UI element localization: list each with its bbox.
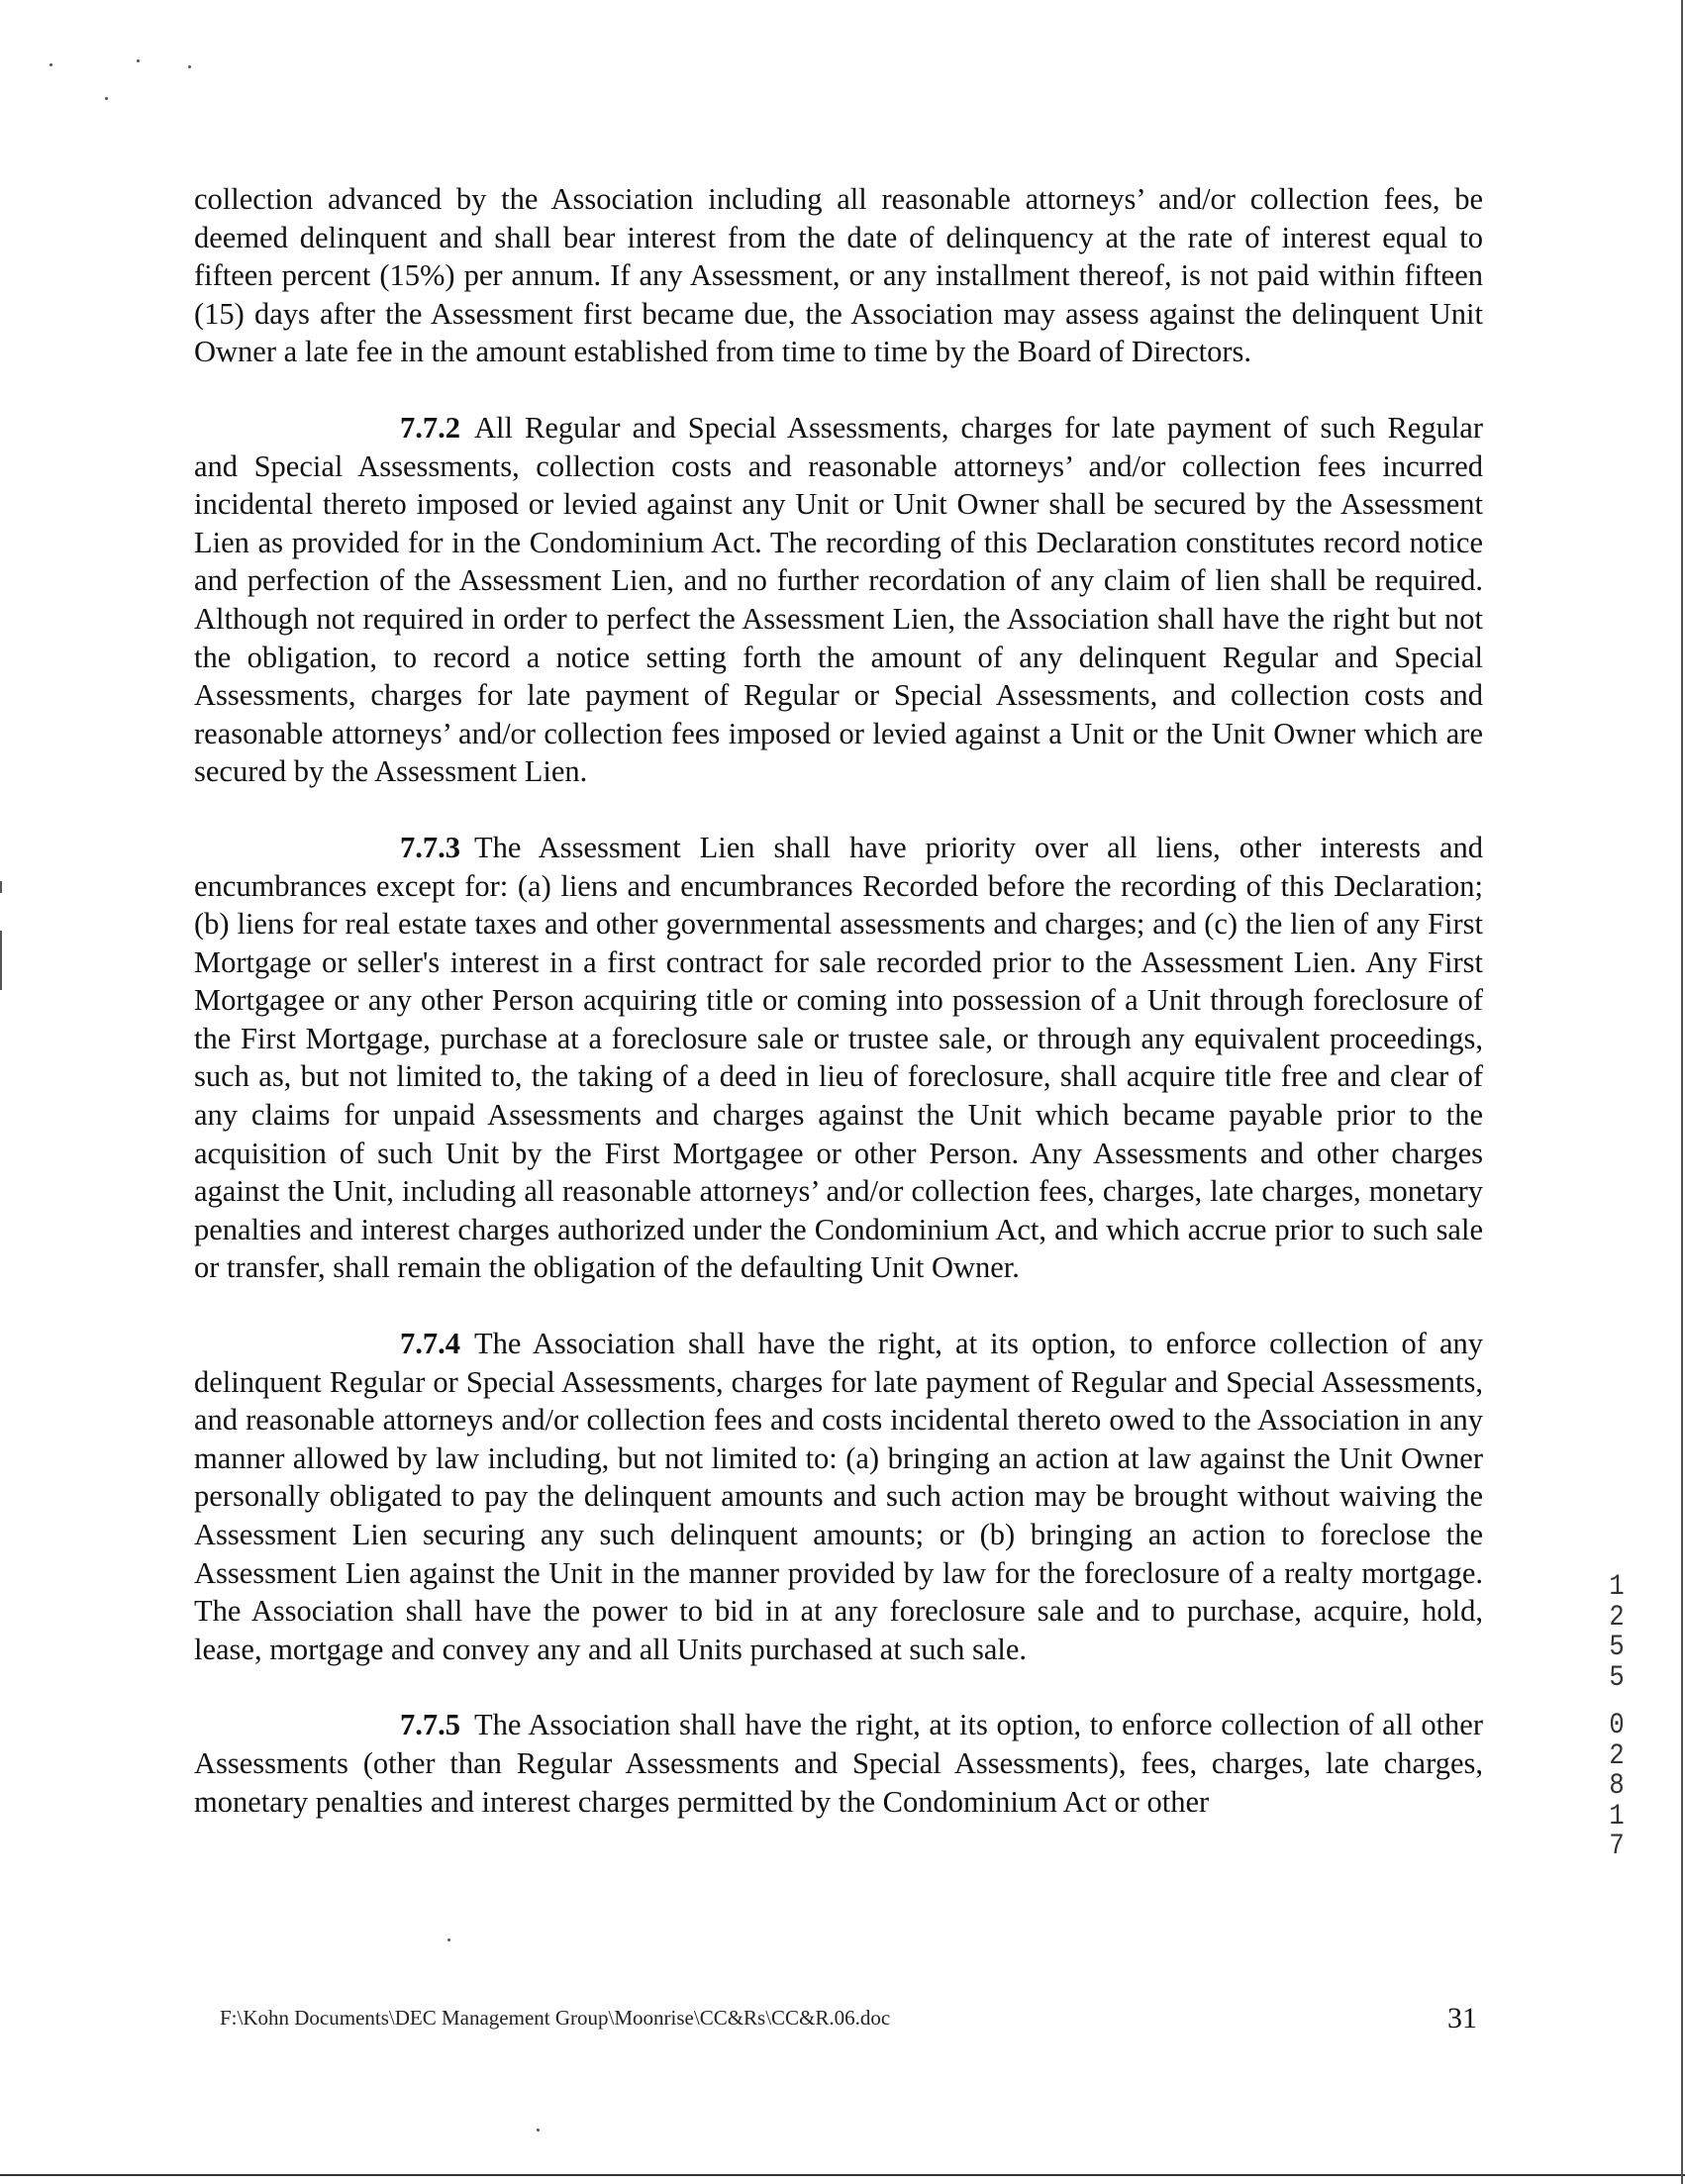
stamp-digit: 5 (1609, 1660, 1625, 1695)
stamp-digit: 2 (1609, 1738, 1625, 1773)
paragraph-text: collection advanced by the Association including all reasonable attorneys’ and/or collection fees, be deemed delinquent and shall bear interest from the date of delinquency at the rate of interest equal to fifteen percent (15%) per annum. If any Assessment, or any installment thereof, is not paid within fifteen (15) days after the Assessment first became due, the Association may assess against the delinquent Unit Owner a late fee in the amount established from time to time by the Board of Directors. (194, 182, 1483, 369)
stamp-digit: 1 (1609, 1570, 1625, 1604)
paragraph-text: All Regular and Special Assessments, charges for late payment of such Regular and Special Assessments, collection costs and reasonable attorneys’ and/or collection fees incurred incidental thereto imposed or levied against any Unit or Unit Owner shall be secured by the Assessment Lien as provided for in the Condominium Act. The recording of this Declaration constitutes record notice and perfection of the Assessment Lien, and no further recordation of any claim of lien shall be required. Although not required in order to perfect the Assessment Lien, the Association shall have the right but not the obligation, to record a notice setting forth the amount of any delinquent Regular and Special Assessments, charges for late payment of Regular or Special Assessments, and collection costs and reasonable attorneys’ and/or collection fees imposed or levied against a Unit or the Unit Owner which are secured by the Assessment Lien. (194, 410, 1483, 789)
page-number: 31 (1447, 2002, 1477, 2035)
scan-speck (105, 97, 108, 100)
stamp-digit: 1 (1609, 1799, 1625, 1834)
section-number: 7.7.5 (400, 1708, 460, 1742)
recording-stamp (1604, 1572, 1630, 1862)
paragraph-7-7-2 (194, 409, 1483, 791)
scan-speck (137, 59, 140, 62)
body-text (194, 180, 1483, 1858)
scan-speck (447, 1938, 450, 1941)
section-number: 7.7.4 (400, 1327, 460, 1361)
stamp-digit: 7 (1609, 1830, 1625, 1863)
scan-edge-mark (0, 931, 2, 990)
footer-file-path: F:\Kohn Documents\DEC Management Group\Moonrise\CC&Rs\CC&R.06.doc (220, 2006, 891, 2030)
paragraph-text: The Assessment Lien shall have priority over all liens, other interests and encumbrances except for: (a) liens and encumbrances Recorded before the recording of this Declaration; (b) liens for real estate taxes and other governmental assessments and charges; and (c) the lien of any First Mortgage or seller's interest in a first contract for sale recorded prior to the Assessment Lien. Any First Mortgagee or any other Person acquiring title or coming into possession of a Unit through foreclosure of the First Mortgage, purchase at a foreclosure sale or trustee sale, or through any equivalent proceedings, such as, but not limited to, the taking of a deed in lieu of foreclosure, shall acquire title free and clear of any claims for unpaid Assessments and charges against the Unit which became payable prior to the acquisition of such Unit by the First Mortgagee or other Person. Any Assessments and other charges against the Unit, including all reasonable attorneys’ and/or collection fees, charges, late charges, monetary penalties and interest charges authorized under the Condominium Act, and which accrue prior to such sale or transfer, shall remain the obligation of the defaulting Unit Owner. (194, 830, 1483, 1285)
section-number: 7.7.3 (400, 830, 460, 864)
paragraph-7-7-4 (194, 1325, 1483, 1668)
paragraph-7-7-5 (194, 1706, 1483, 1821)
stamp-digit: 5 (1609, 1631, 1625, 1664)
stamp-digit: 2 (1609, 1600, 1625, 1635)
scan-edge-mark (0, 881, 2, 893)
paragraph-text: The Association shall have the right, at its option, to enforce collection of any delinquent Regular or Special Assessments, charges for late payment of Regular and Special Assessments, and reasonable attorneys and/or collection fees and costs incidental thereto owed to the Association in any manner allowed by law including, but not limited to: (a) bringing an action at law against the Unit Owner personally obligated to pay the delinquent amounts and such action may be brought without waiving the Assessment Lien securing any such delinquent amounts; or (b) bringing an action to foreclose the Assessment Lien against the Unit in the manner provided by law for the foreclosure of a realty mortgage. The Association shall have the power to bid in at any foreclosure sale and to purchase, acquire, hold, lease, mortgage and convey any and all Units purchased at such sale. (194, 1327, 1483, 1666)
section-number: 7.7.2 (400, 410, 460, 445)
scan-right-edge (1681, 0, 1683, 2184)
paragraph-continuation (194, 180, 1483, 371)
scan-bottom-edge (0, 2174, 1685, 2176)
scan-speck (188, 65, 191, 68)
paragraph-7-7-3 (194, 829, 1483, 1287)
scan-speck (50, 63, 52, 66)
paragraph-text: The Association shall have the right, at its option, to enforce collection of all other Assessments (other than Regular Assessments and Special Assessments), fees, charges, late charges, monetary penalties and interest charges permitted by the Condominium Act or other (194, 1708, 1483, 1819)
stamp-digit: 0 (1609, 1709, 1625, 1742)
stamp-digit: 8 (1609, 1769, 1625, 1803)
scan-speck (537, 2129, 540, 2132)
